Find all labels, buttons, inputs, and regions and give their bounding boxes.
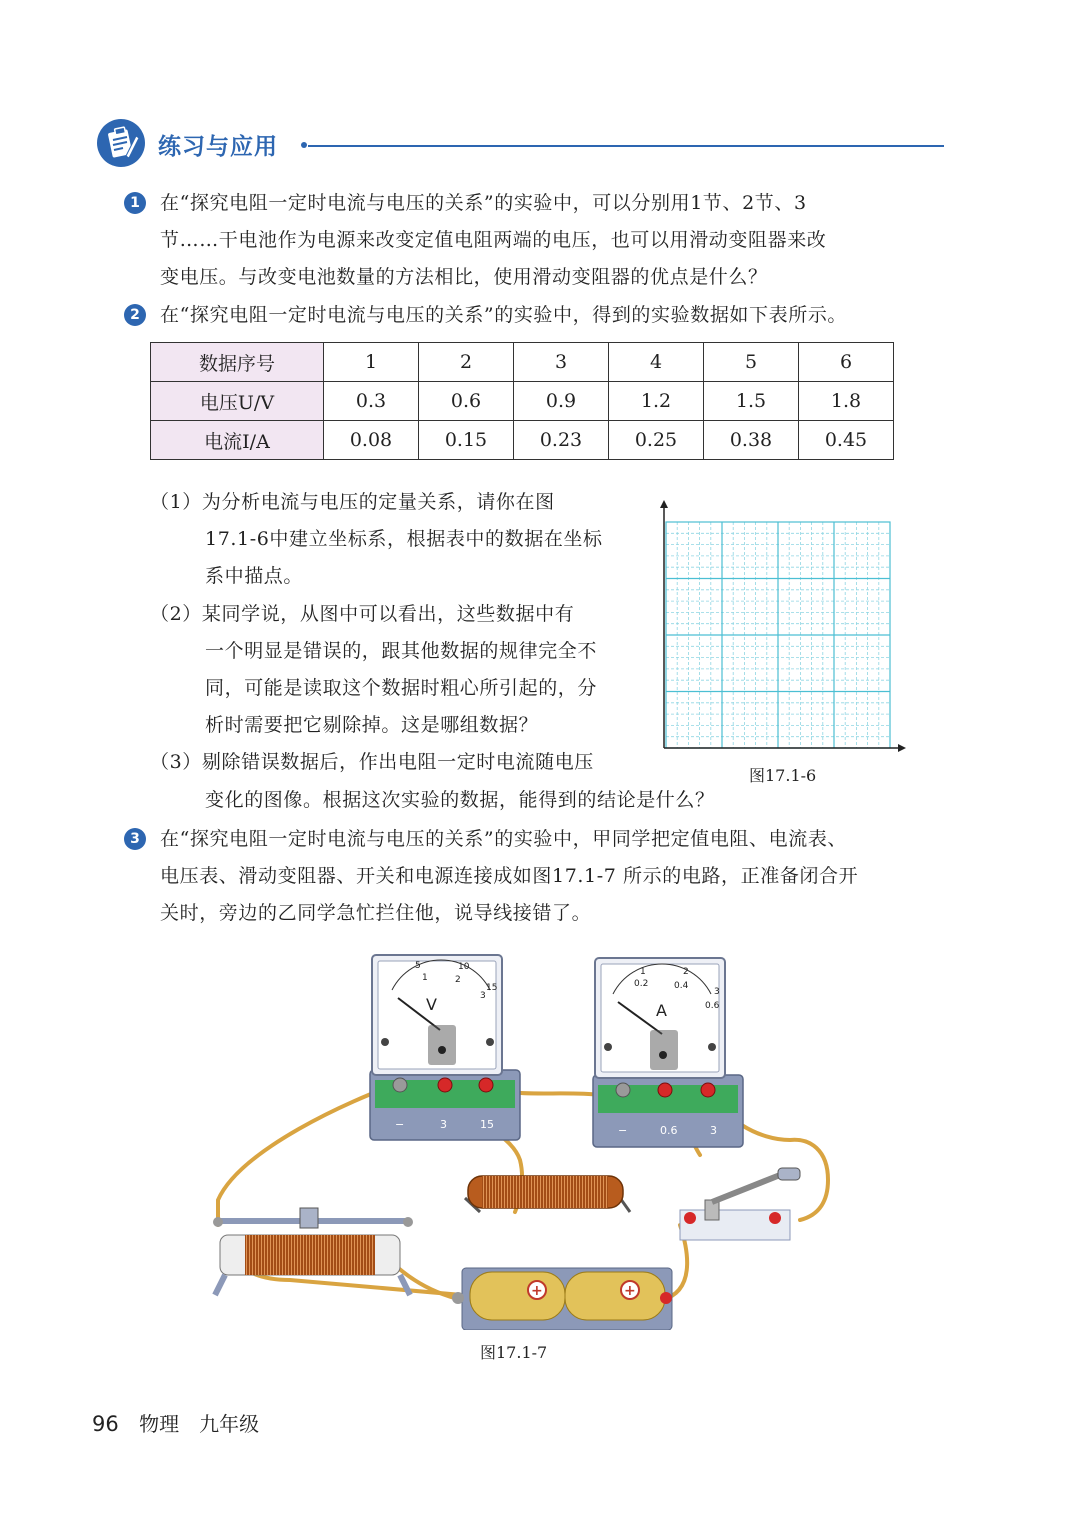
section-title: 练习与应用 bbox=[158, 134, 278, 160]
question-3-badge: 3 bbox=[124, 828, 146, 850]
ammeter-symbol: A bbox=[656, 1001, 667, 1020]
table-cell: 0.9 bbox=[514, 382, 609, 421]
q2-sub-1c: 系中描点。 bbox=[205, 565, 304, 587]
voltmeter-scale-top-3: 15 bbox=[486, 983, 498, 993]
q2-sub-3a: （3）剔除错误数据后，作出电阻一定时电流随电压 bbox=[150, 751, 594, 773]
voltmeter-symbol: V bbox=[426, 995, 437, 1014]
q2-sub-2a: （2）某同学说，从图中可以看出，这些数据中有 bbox=[150, 603, 575, 625]
page-number: 96 bbox=[92, 1412, 119, 1436]
voltmeter-scale-bottom-1: 1 bbox=[422, 973, 428, 983]
q3-line-1: 在“探究电阻一定时电流与电压的关系”的实验中，甲同学把定值电阻、电流表、 bbox=[160, 828, 848, 850]
question-1-badge: 1 bbox=[124, 192, 146, 214]
ammeter-scale-top-2: 2 bbox=[683, 967, 689, 977]
table-cell: 4 bbox=[609, 343, 704, 382]
ammeter-terminal-3: 3 bbox=[710, 1124, 717, 1137]
q1-line-1: 在“探究电阻一定时电流与电压的关系”的实验中，可以分别用1节、2节、3 bbox=[160, 192, 807, 214]
voltmeter-terminal-15: 15 bbox=[480, 1118, 494, 1131]
table-row bbox=[151, 421, 894, 460]
table-cell: 数据序号 bbox=[151, 343, 324, 382]
ammeter-scale-top-3: 3 bbox=[714, 987, 720, 997]
figure-17-1-7-caption: 图17.1-7 bbox=[480, 1343, 548, 1362]
table-cell: 0.45 bbox=[799, 421, 894, 460]
table-cell: 电压U/V bbox=[151, 382, 324, 421]
table-cell: 6 bbox=[799, 343, 894, 382]
q2-sub-3b: 变化的图像。根据这次实验的数据，能得到的结论是什么？ bbox=[205, 789, 715, 811]
q2-sub-2b: 一个明显是错误的，跟其他数据的规律完全不 bbox=[205, 640, 598, 662]
table-cell: 0.6 bbox=[419, 382, 514, 421]
q2-sub-2d: 析时需要把它剔除掉。这是哪组数据？ bbox=[205, 714, 539, 736]
rule-dot bbox=[301, 142, 307, 148]
battery-1-plus: + bbox=[531, 1283, 543, 1299]
question-2-badge: 2 bbox=[124, 304, 146, 326]
table-cell: 0.08 bbox=[324, 421, 419, 460]
table-cell: 1.5 bbox=[704, 382, 799, 421]
table-row bbox=[151, 343, 894, 382]
figure-17-1-6-caption: 图17.1-6 bbox=[749, 766, 817, 785]
table-cell: 0.23 bbox=[514, 421, 609, 460]
table-cell: 1.8 bbox=[799, 382, 894, 421]
q2-line: 在“探究电阻一定时电流与电压的关系”的实验中，得到的实验数据如下表所示。 bbox=[160, 304, 848, 326]
fixed-resistor bbox=[465, 1176, 630, 1212]
q2-sub-2c: 同，可能是读取这个数据时粗心所引起的，分 bbox=[205, 677, 598, 699]
q3-line-2: 电压表、滑动变阻器、开关和电源连接成如图17.1-7 所示的电路，正准备闭合开 bbox=[160, 865, 859, 887]
voltmeter-terminal-neg: − bbox=[395, 1118, 405, 1131]
table-cell: 0.15 bbox=[419, 421, 514, 460]
table-cell: 5 bbox=[704, 343, 799, 382]
circuit-figure bbox=[200, 950, 840, 1330]
table-row bbox=[151, 382, 894, 421]
voltmeter-scale-top-1: 5 bbox=[415, 961, 421, 971]
q1-line-2: 节……干电池作为电源来改变定值电阻两端的电压，也可以用滑动变阻器来改 bbox=[160, 229, 827, 251]
voltmeter bbox=[370, 955, 520, 1140]
ammeter-scale-top-1: 1 bbox=[640, 967, 646, 977]
ammeter-scale-bottom-1: 0.2 bbox=[634, 979, 649, 989]
ammeter bbox=[593, 958, 743, 1147]
book-title: 物理 九年级 bbox=[139, 1412, 260, 1436]
q1-line-3: 变电压。与改变电池数量的方法相比，使用滑动变阻器的优点是什么？ bbox=[160, 266, 768, 288]
page-footer bbox=[92, 1408, 259, 1437]
data-table bbox=[150, 342, 894, 460]
ammeter-scale-bottom-3: 0.6 bbox=[705, 1001, 720, 1011]
table-cell: 2 bbox=[419, 343, 514, 382]
table-cell: 0.38 bbox=[704, 421, 799, 460]
q2-sub-1b: 17.1-6中建立坐标系，根据表中的数据在坐标 bbox=[205, 528, 603, 550]
clipboard-pencil-icon bbox=[96, 118, 146, 168]
ammeter-terminal-neg: − bbox=[618, 1124, 628, 1137]
voltmeter-terminal-3: 3 bbox=[440, 1118, 447, 1131]
table-cell: 1 bbox=[324, 343, 419, 382]
voltmeter-scale-top-2: 10 bbox=[458, 962, 470, 972]
ammeter-terminal-0-6: 0.6 bbox=[660, 1124, 678, 1137]
section-rule bbox=[308, 145, 944, 147]
battery-2-plus: + bbox=[624, 1283, 636, 1299]
table-cell: 0.3 bbox=[324, 382, 419, 421]
voltmeter-scale-bottom-3: 3 bbox=[480, 991, 486, 1001]
table-cell: 0.25 bbox=[609, 421, 704, 460]
battery-box bbox=[452, 1268, 672, 1330]
q2-sub-1a: （1）为分析电流与电压的定量关系，请你在图 bbox=[150, 491, 555, 513]
graph-paper-figure bbox=[652, 494, 912, 764]
table-cell: 1.2 bbox=[609, 382, 704, 421]
table-cell: 3 bbox=[514, 343, 609, 382]
voltmeter-scale-bottom-2: 2 bbox=[455, 975, 461, 985]
table-cell: 电流I/A bbox=[151, 421, 324, 460]
section-header bbox=[96, 118, 946, 174]
switch bbox=[680, 1168, 800, 1240]
q3-line-3: 关时，旁边的乙同学急忙拦住他，说导线接错了。 bbox=[160, 902, 592, 924]
ammeter-scale-bottom-2: 0.4 bbox=[674, 981, 689, 991]
